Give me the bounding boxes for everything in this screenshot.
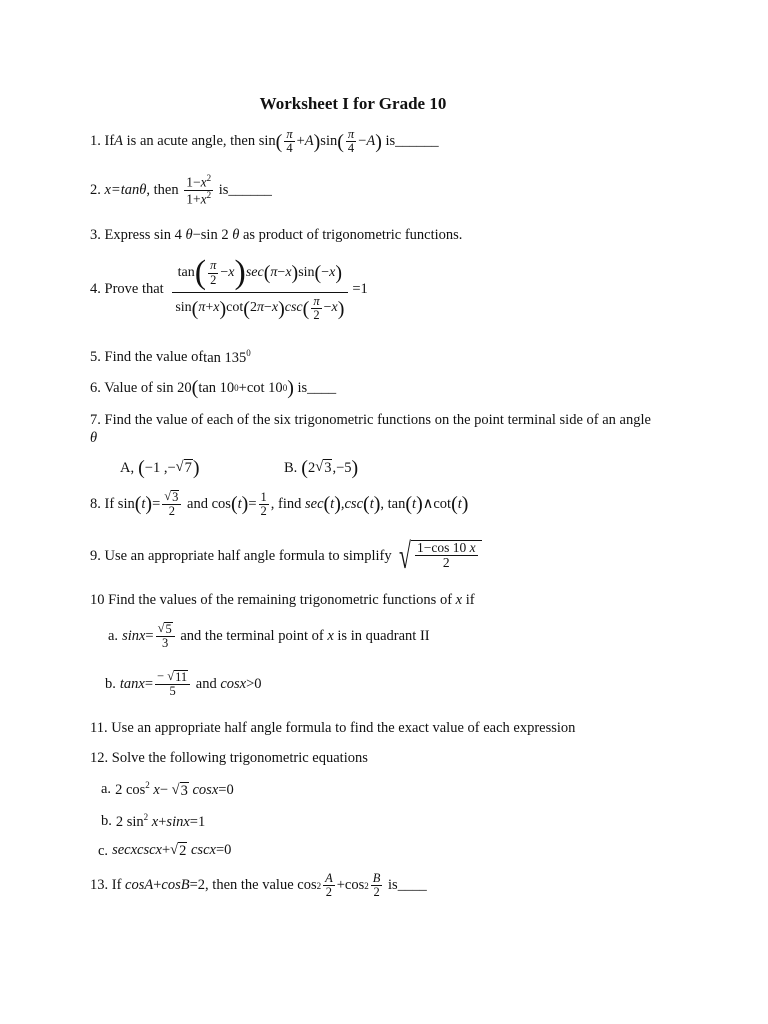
q1-text-mid: is an acute angle, then [123, 133, 259, 150]
question-9 [90, 536, 482, 576]
q13-expression: cos 2 $\frac{A}{2}$ +cos 2 $\frac{B}{2}$ [297, 871, 381, 900]
q1-expression: sin ( $\frac{\pi}{4}$ + A ) sin ( $\frac{\pi}{4}$ − A ) [258, 127, 382, 156]
q9-text: 9. Use an appropriate half angle formula to simplify [90, 547, 396, 564]
q4-text: 4. Prove that [90, 280, 168, 297]
q8-targets: sec ( t ) , csc ( t ) , tan ( t ) ∧cot ( t ) [304, 493, 469, 516]
q13-blank: is____ [384, 877, 427, 894]
q10-b-expression: tanx = − √ 11 5 [120, 670, 192, 698]
q8-sin: sin ( t ) = √ 3 2 [118, 490, 184, 518]
q3-text-post: as product of trigonometric functions. [239, 227, 463, 243]
q12-part-c [98, 842, 231, 860]
question-6 [90, 378, 336, 398]
q3-expression: sin 4 θ−sin 2 θ [154, 227, 240, 243]
q10-a-text: and the terminal point of [176, 627, 328, 644]
q3-text: 3. Express [90, 227, 155, 243]
q10-b-and: and [192, 675, 221, 692]
q6-blank: is____ [293, 379, 337, 396]
q2-given: x=tanθ [104, 181, 147, 198]
q2-blank: is______ [215, 181, 272, 198]
question-12 [90, 750, 368, 767]
q2-expression: $\frac{1-x^2}{1+x^2}$ [186, 173, 212, 207]
q4-equals-one: =1 [352, 280, 368, 297]
q12-part-b [101, 812, 205, 831]
q12-text: 12. Solve the following trigonometric equations [90, 750, 368, 766]
q12-b-label: b. [101, 812, 112, 829]
q12-a-label: a. [101, 781, 112, 798]
q6-expression: sin 20 ( tan 10 0 +cot 10 0 ) [156, 377, 294, 399]
q8-cos: cos ( t ) = $\frac{1}{2}$ [211, 489, 267, 518]
q10-part-b [105, 670, 262, 698]
question-8 [90, 490, 468, 518]
question-2 [90, 174, 272, 206]
question-7 [90, 412, 651, 429]
q13-text: 13. If [90, 877, 126, 894]
q8-find: , find [270, 495, 305, 512]
question-4 [90, 256, 368, 322]
q13-text-mid: , then the value [205, 877, 298, 894]
q1-text: 1. If [90, 133, 115, 150]
q11-text: 11. Use an appropriate half angle formula to find the exact value of each expression [90, 720, 576, 736]
q7-a-label: A, [120, 459, 135, 476]
q8-text: 8. If [90, 495, 118, 512]
question-1 [90, 128, 439, 155]
q12-a-equation: 2 $\cos^2 x-$ √ 3 cosx=0 [115, 780, 234, 799]
q1-blank: is______ [381, 133, 439, 150]
q2-text-mid: , then [146, 181, 183, 198]
q4-expression: tan ( $\frac{\pi}{2}$ − x ) sec ( π − x ) sin ( − x ) sin ( π + x ) cot ( 2 π − x ) csc ( $\frac{\pi}{2}$ − x ) [169, 256, 350, 322]
question-10 [90, 592, 475, 609]
q12-b-equation: 2 $\sin^2 x+\sin x=1$ [115, 812, 206, 830]
question-5 [90, 348, 251, 367]
q12-c-label: c. [98, 842, 109, 859]
question-11 [90, 720, 575, 737]
q13-given: cosA+cosB=2 [125, 877, 206, 894]
question-3 [90, 227, 462, 244]
q7-b-point: ( 2 √ 3 ,−5 ) [301, 457, 359, 479]
q7-b-label: B. [284, 459, 298, 476]
q7-a-point: ( −1 ,− √ 7 ) [138, 457, 200, 479]
q10-b-condition: cosx>0 [220, 675, 262, 692]
q12-c-equation: secxcscx+√ 2 cscx=0 [112, 842, 232, 859]
q10-b-label: b. [105, 675, 116, 692]
q10-a-var: x [327, 627, 334, 644]
q10-a-expression: sinx = √ 5 3 [122, 622, 177, 650]
q5-expression: $\tan 135^0$ [203, 348, 251, 366]
q8-and: and [183, 495, 212, 512]
q12-part-a [101, 780, 234, 800]
q10-part-a [108, 622, 430, 650]
q10-text: 10 Find the values of the remaining trigonometric functions of [90, 592, 456, 608]
q10-a-text-post: is in quadrant II [333, 627, 430, 644]
q7-theta: θ [90, 430, 98, 446]
q1-var: A [114, 133, 124, 150]
q10-text-post: if [462, 592, 475, 608]
q2-text: 2. [90, 181, 105, 198]
q7-part-b [284, 458, 358, 478]
q7-angle-line [90, 430, 97, 447]
q10-var: x [455, 592, 463, 608]
question-13 [90, 872, 427, 899]
q10-a-label: a. [108, 627, 119, 644]
q9-expression: √ $\frac{1-\cos 10 x}{2}$ [395, 540, 481, 572]
q6-text: 6. Value of [90, 379, 157, 396]
q5-text: 5. Find the value of [90, 348, 204, 365]
q7-part-a [120, 458, 200, 478]
page-title: Worksheet I for Grade 10 [259, 94, 447, 113]
q7-text: 7. Find the value of each of the six trigonometric functions on the point terminal side of an angle [90, 412, 651, 428]
